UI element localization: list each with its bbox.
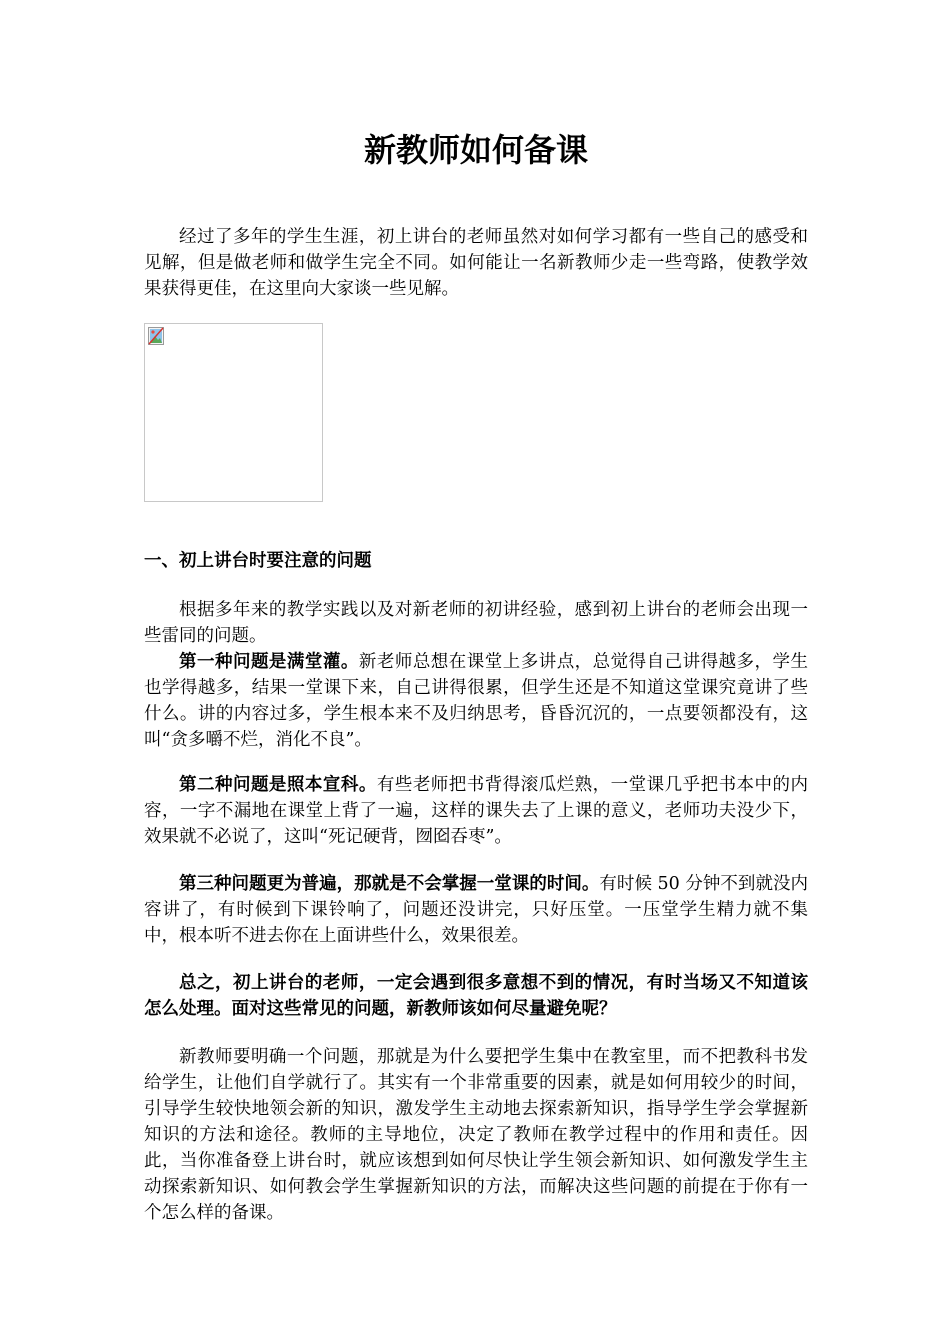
closing-block <box>144 1044 808 1226</box>
problem2-text: 有些老师把书背得滚瓜烂熟，一堂课几乎把书本中的内容，一字不漏地在课堂上背了一遍，这样的课失去了上课的意义，老师功夫没少下，效果就不必说了，这叫“死记硬背，囫囵吞枣”。 <box>144 775 809 847</box>
image-placeholder <box>144 323 323 502</box>
problem3-paragraph <box>144 871 808 949</box>
section1-heading-block <box>144 548 808 574</box>
section1-intro-block <box>144 597 808 753</box>
problem1-paragraph <box>144 649 808 753</box>
summary-paragraph: 总之，初上讲台的老师，一定会遇到很多意想不到的情况，有时当场又不知道该怎么处理。面对这些常见的问题，新教师该如何尽量避免呢？ <box>144 973 808 1019</box>
problem2-paragraph <box>144 772 808 850</box>
problem3-block <box>144 871 808 949</box>
section1-intro-paragraph: 根据多年来的教学实践以及对新老师的初讲经验，感到初上讲台的老师会出现一些雷同的问题。 <box>144 600 808 646</box>
problem1-lead: 第一种问题是满堂灌。 <box>179 652 359 672</box>
closing-paragraph: 新教师要明确一个问题，那就是为什么要把学生集中在教室里，而不把教科书发给学生，让他们自学就行了。其实有一个非常重要的因素，就是如何用较少的时间，引导学生较快地领会新的知识，激发学生主动地去探索新知识，指导学生学会掌握新知识的方法和途径。教师的主导地位，决定了教师在教学过程中的作用和责任。因此，当你准备登上讲台时，就应该想到如何尽快让学生领会新知识、如何激发学生主动探索新知识、如何教会学生掌握新知识的方法，而解决这些问题的前提在于你有一个怎么样的备课。 <box>144 1047 808 1223</box>
problem3-text: 有时候 50 分钟不到就没内容讲了，有时候到下课铃响了，问题还没讲完，只好压堂。一压堂学生精力就不集中，根本听不进去你在上面讲些什么，效果很差。 <box>144 874 808 946</box>
document-title: 新教师如何备课 <box>363 131 588 169</box>
problem2-lead: 第二种问题是照本宣科。 <box>179 775 377 795</box>
broken-image-icon <box>148 327 164 345</box>
intro-paragraph: 经过了多年的学生生涯，初上讲台的老师虽然对如何学习都有一些自己的感受和见解，但是做老师和做学生完全不同。如何能让一名新教师少走一些弯路，使教学效果获得更佳，在这里向大家谈一些见解。 <box>144 227 808 299</box>
problem3-lead: 第三种问题更为普遍，那就是不会掌握一堂课的时间。 <box>179 874 600 894</box>
problem1-text: 新老师总想在课堂上多讲点，总觉得自己讲得越多，学生也学得越多，结果一堂课下来，自己讲得很累，但学生还是不知道这堂课究竟讲了些什么。讲的内容过多，学生根本来不及归纳思考，昏昏沉沉的，一点要领都没有，这叫“贪多嚼不烂，消化不良”。 <box>144 652 809 750</box>
section-heading: 一、初上讲台时要注意的问题 <box>144 551 372 571</box>
summary-block <box>144 970 808 1022</box>
intro-block <box>144 224 808 302</box>
problem2-block <box>144 772 808 850</box>
